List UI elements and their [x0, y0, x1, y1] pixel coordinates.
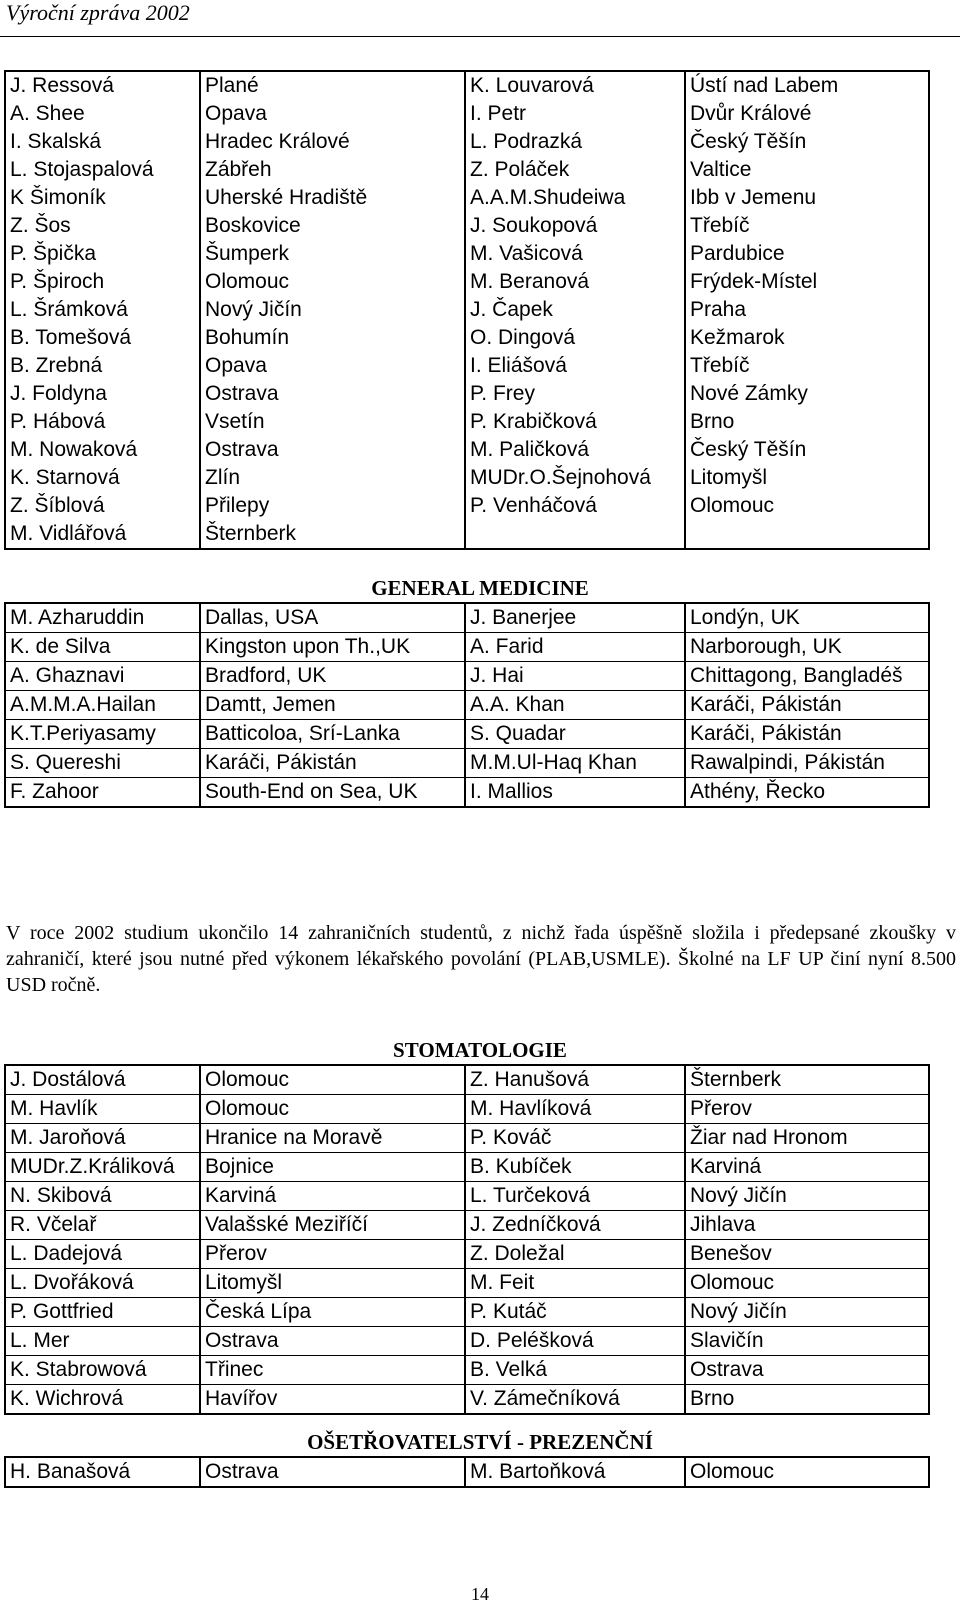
city-cell: Třebíč: [685, 352, 929, 380]
name-cell: J. Hai: [465, 662, 685, 691]
city-cell: Pardubice: [685, 240, 929, 268]
name-cell: P. Kováč: [465, 1124, 685, 1153]
name-cell: B. Zrebná: [10, 354, 103, 377]
city-cell: Dvůr Králové: [685, 100, 929, 128]
city-cell: Nový Jičín: [685, 1182, 929, 1211]
city-cell: Hranice na Moravě: [200, 1124, 465, 1153]
table-row: [5, 603, 929, 633]
name-cell: S. Quereshi: [5, 749, 200, 778]
name-cell: L. Stojaspalová: [10, 158, 154, 181]
name-cell: M. Vašicová: [465, 240, 685, 268]
name-cell: L. Podrazká: [465, 128, 685, 156]
city-cell: Praha: [685, 296, 929, 324]
name-cell: [465, 520, 685, 549]
city-cell: Karviná: [685, 1153, 929, 1182]
city-cell: Rawalpindi, Pákistán: [685, 749, 929, 778]
name-cell: V. Zámečníková: [465, 1385, 685, 1415]
city-cell: Batticoloa, Srí-Lanka: [200, 720, 465, 749]
city-cell: Bohumín: [200, 324, 465, 352]
name-cell: Z. Hanušová: [465, 1065, 685, 1095]
name-cell: S. Quadar: [465, 720, 685, 749]
city-cell: Olomouc: [685, 492, 929, 520]
city-cell: Šternberk: [200, 520, 465, 549]
name-cell: K. Stabrowová: [5, 1356, 200, 1385]
osetrovatelstvi-table-body: [5, 1457, 929, 1487]
name-cell: MUDr.O.Šejnohová: [465, 464, 685, 492]
city-cell: Boskovice: [200, 212, 465, 240]
city-cell: Opava: [200, 352, 465, 380]
name-cell: J. Zedníčková: [465, 1211, 685, 1240]
city-cell: Karáči, Pákistán: [685, 720, 929, 749]
name-cell: B. Velká: [465, 1356, 685, 1385]
name-cell: K. de Silva: [5, 633, 200, 662]
table-row: [5, 1457, 929, 1487]
name-cell: M.M.Ul-Haq Khan: [465, 749, 685, 778]
table-row: [5, 1153, 929, 1182]
city-cell: [685, 520, 929, 549]
city-cell: Valašské Meziříčí: [200, 1211, 465, 1240]
name-cell: K. Wichrová: [10, 1387, 124, 1410]
city-cell: Dallas, USA: [200, 603, 465, 633]
city-cell: Frýdek-Místel: [685, 268, 929, 296]
document-header-title: Výroční zpráva 2002: [6, 0, 190, 25]
name-cell: M. Beranová: [465, 268, 685, 296]
table-row: [5, 1327, 929, 1356]
name-cell: Z. Poláček: [465, 156, 685, 184]
name-cell: D. Peléšková: [465, 1327, 685, 1356]
table-row: [5, 778, 929, 808]
table-row: [5, 662, 929, 691]
table-row: [5, 128, 929, 156]
city-cell: Český Těšín: [685, 436, 929, 464]
stomatologie-table-body: [5, 1065, 929, 1414]
name-cell: P. Venháčová: [465, 492, 685, 520]
table-row: [5, 100, 929, 128]
city-cell: Plané: [200, 71, 465, 100]
name-cell: P. Krabičková: [465, 408, 685, 436]
city-cell: Ústí nad Labem: [685, 71, 929, 100]
name-cell: A.M.M.A.Hailan: [5, 691, 200, 720]
name-cell: P. Gottfried: [5, 1298, 200, 1327]
city-cell: Nové Zámky: [685, 380, 929, 408]
city-cell: Olomouc: [685, 1457, 929, 1487]
table-row: [5, 296, 929, 324]
city-cell: Šumperk: [200, 240, 465, 268]
name-cell: L. Dadejová: [5, 1240, 200, 1269]
city-cell: Zábřeh: [200, 156, 465, 184]
city-cell: Litomyšl: [200, 1269, 465, 1298]
city-cell: Damtt, Jemen: [200, 691, 465, 720]
city-cell: Olomouc: [685, 1269, 929, 1298]
city-cell: Brno: [685, 1385, 929, 1415]
name-cell: N. Skibová: [5, 1182, 200, 1211]
header-divider: [0, 36, 960, 37]
city-cell: Brno: [685, 408, 929, 436]
name-cell: L. Mer: [5, 1327, 200, 1356]
name-cell: P. Hábová: [10, 410, 106, 433]
city-cell: Třebíč: [685, 212, 929, 240]
table-row: [5, 324, 929, 352]
name-cell: J. Ressová: [10, 74, 114, 97]
city-cell: Přerov: [200, 1240, 465, 1269]
name-cell: P. Frey: [465, 380, 685, 408]
general-medicine-table: [4, 602, 930, 808]
city-cell: Valtice: [685, 156, 929, 184]
table-row: [5, 156, 929, 184]
page-number: 14: [471, 1584, 489, 1604]
city-cell: Nový Jičín: [200, 296, 465, 324]
city-cell: Olomouc: [200, 1095, 465, 1124]
city-cell: Kingston upon Th.,UK: [200, 633, 465, 662]
city-cell: Přerov: [685, 1095, 929, 1124]
table-row: [5, 492, 929, 520]
name-cell: K. Louvarová: [465, 71, 685, 100]
table-row: [5, 633, 929, 662]
name-cell: M. Jaroňová: [5, 1124, 200, 1153]
table-row: [5, 1298, 929, 1327]
city-cell: Bojnice: [200, 1153, 465, 1182]
name-cell: P. Špiroch: [10, 270, 105, 293]
city-cell: Havířov: [200, 1385, 465, 1415]
city-cell: Uherské Hradiště: [200, 184, 465, 212]
table-row: [5, 380, 929, 408]
name-cell: M. Azharuddin: [5, 603, 200, 633]
section-title-stomatologie: STOMATOLOGIE: [393, 1038, 567, 1062]
table-row: [5, 1124, 929, 1153]
table-row: [5, 520, 929, 549]
city-cell: South-End on Sea, UK: [200, 778, 465, 808]
name-cell: Z. Šíblová: [10, 494, 105, 517]
section-title-osetrovatelstvi: OŠETŘOVATELSTVÍ - PREZENČNÍ: [307, 1430, 653, 1454]
city-cell: Jihlava: [685, 1211, 929, 1240]
table-row: [5, 352, 929, 380]
city-cell: Karáči, Pákistán: [685, 691, 929, 720]
section-title-general-medicine: GENERAL MEDICINE: [371, 576, 589, 600]
city-cell: Litomyšl: [685, 464, 929, 492]
table-row: [5, 1269, 929, 1298]
city-cell: Olomouc: [200, 1065, 465, 1095]
city-cell: Kežmarok: [685, 324, 929, 352]
name-cell: M. Havlíková: [465, 1095, 685, 1124]
table-row: [5, 240, 929, 268]
name-cell: A.A. Khan: [465, 691, 685, 720]
city-cell: Narborough, UK: [685, 633, 929, 662]
table-row: [5, 1385, 929, 1415]
city-cell: Athény, Řecko: [685, 778, 929, 808]
name-cell: K.T.Periyasamy: [5, 720, 200, 749]
name-cell: MUDr.Z.Králiková: [5, 1153, 200, 1182]
name-cell: L. Turčeková: [465, 1182, 685, 1211]
name-cell: M. Nowaková: [10, 438, 138, 461]
name-cell: I. Skalská: [10, 130, 102, 153]
table-row: [5, 408, 929, 436]
city-cell: Nový Jičín: [685, 1298, 929, 1327]
city-cell: Hradec Králové: [200, 128, 465, 156]
table-row: [5, 1065, 929, 1095]
name-cell: J. Dostálová: [5, 1065, 200, 1095]
table-row: [5, 71, 929, 100]
city-cell: Karviná: [200, 1182, 465, 1211]
name-cell: J. Foldyna: [10, 382, 107, 405]
table-row: [5, 436, 929, 464]
name-cell: A. Shee: [10, 102, 85, 125]
name-cell: M. Vidlářová: [10, 522, 127, 545]
city-cell: Ibb v Jemenu: [685, 184, 929, 212]
city-cell: Přilepy: [200, 492, 465, 520]
graduates-table-body: [5, 71, 929, 549]
table-row: [5, 268, 929, 296]
name-cell: J. Banerjee: [465, 603, 685, 633]
name-cell: F. Zahoor: [10, 780, 99, 803]
city-cell: Ostrava: [685, 1356, 929, 1385]
table-row: [5, 1211, 929, 1240]
city-cell: Česká Lípa: [200, 1298, 465, 1327]
city-cell: Opava: [200, 100, 465, 128]
table-row: [5, 184, 929, 212]
name-cell: I. Mallios: [465, 778, 685, 808]
city-cell: Benešov: [685, 1240, 929, 1269]
name-cell: M. Bartoňková: [465, 1457, 685, 1487]
name-cell: B. Tomešová: [10, 326, 132, 349]
city-cell: Karáči, Pákistán: [200, 749, 465, 778]
table-row: [5, 1182, 929, 1211]
name-cell: R. Včelař: [5, 1211, 200, 1240]
name-cell: J. Čapek: [465, 296, 685, 324]
table-row: [5, 691, 929, 720]
summary-paragraph: V roce 2002 studium ukončilo 14 zahraničních studentů, z nichž řada úspěšně složila i předepsané zkoušky v zahraničí, které jsou nutné před výkonem lékařského povolání (PLAB,USMLE). Školné na LF UP činí nyní 8.500 USD ročně.: [6, 922, 956, 996]
name-cell: A.A.M.Shudeiwa: [465, 184, 685, 212]
city-cell: Zlín: [200, 464, 465, 492]
general-medicine-table-body: [5, 603, 929, 807]
city-cell: Český Těšín: [685, 128, 929, 156]
name-cell: Z. Doležal: [465, 1240, 685, 1269]
osetrovatelstvi-table: [4, 1456, 930, 1488]
name-cell: Z. Šos: [10, 214, 71, 237]
name-cell: M. Havlík: [5, 1095, 200, 1124]
table-row: [5, 1356, 929, 1385]
name-cell: B. Kubíček: [465, 1153, 685, 1182]
name-cell: K Šimoník: [10, 186, 106, 209]
graduates-table: [4, 70, 930, 550]
name-cell: A. Farid: [465, 633, 685, 662]
city-cell: Bradford, UK: [200, 662, 465, 691]
table-row: [5, 720, 929, 749]
name-cell: P. Kutáč: [465, 1298, 685, 1327]
name-cell: L. Šrámková: [10, 298, 128, 321]
city-cell: Žiar nad Hronom: [685, 1124, 929, 1153]
name-cell: I. Eliášová: [465, 352, 685, 380]
city-cell: Olomouc: [200, 268, 465, 296]
city-cell: Ostrava: [200, 1327, 465, 1356]
city-cell: Šternberk: [685, 1065, 929, 1095]
name-cell: A. Ghaznavi: [5, 662, 200, 691]
name-cell: I. Petr: [465, 100, 685, 128]
table-row: [5, 1095, 929, 1124]
name-cell: M. Paličková: [465, 436, 685, 464]
name-cell: J. Soukopová: [465, 212, 685, 240]
table-row: [5, 212, 929, 240]
city-cell: Ostrava: [200, 1457, 465, 1487]
name-cell: O. Dingová: [465, 324, 685, 352]
city-cell: Slavičín: [685, 1327, 929, 1356]
name-cell: K. Starnová: [10, 466, 120, 489]
table-row: [5, 464, 929, 492]
table-row: [5, 1240, 929, 1269]
city-cell: Vsetín: [200, 408, 465, 436]
name-cell: L. Dvořáková: [5, 1269, 200, 1298]
table-row: [5, 749, 929, 778]
name-cell: P. Špička: [10, 242, 96, 265]
name-cell: M. Feit: [465, 1269, 685, 1298]
city-cell: Ostrava: [200, 380, 465, 408]
name-cell: H. Banašová: [10, 1460, 131, 1483]
city-cell: Chittagong, Bangladéš: [685, 662, 929, 691]
city-cell: Třinec: [200, 1356, 465, 1385]
city-cell: Ostrava: [200, 436, 465, 464]
stomatologie-table: [4, 1064, 930, 1415]
city-cell: Londýn, UK: [685, 603, 929, 633]
